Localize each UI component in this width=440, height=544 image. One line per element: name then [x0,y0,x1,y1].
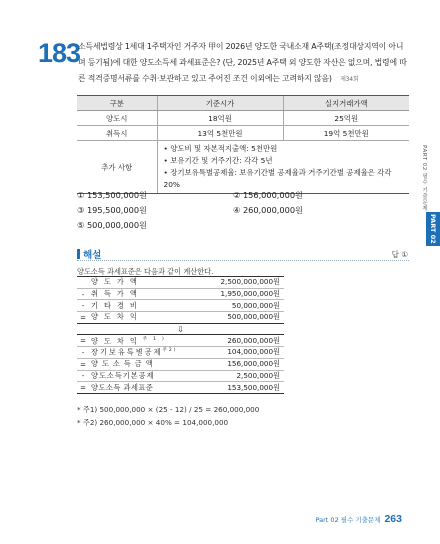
option-2[interactable]: ② 156,000,000원 [233,190,303,200]
calc-value: 50,000,000원 [203,300,284,312]
question-number: 183 [38,38,81,68]
calc-row [77,382,284,394]
calc-value: 260,000,000원 [203,335,284,347]
notes-label-line: 사항 [117,162,133,172]
calc-operator: - [77,288,89,300]
calc-operator: - [77,370,89,382]
calc-note: 주1) [142,336,170,342]
note-line: • 양도비 및 자본적지출액: 5천만원 [163,144,278,153]
calc-row [77,288,284,300]
calc-label-text: 양도차익 [91,335,143,345]
note-line: • 장기보유특별공제율: 보유기간별 공제율과 거주기간별 공제율은 각각 [163,168,392,177]
header-category: 구분 [77,96,157,111]
answer-key: 답 ① [391,250,408,259]
calc-label: 취득가액 [89,288,203,300]
calc-operator [77,277,89,289]
calc-row [77,335,284,347]
calc-value: 500,000,000원 [203,312,284,324]
calc-label-text: 장기보유특별공제 [91,347,163,357]
notes-label [77,141,157,194]
row-standard: 18억원 [157,111,283,126]
calc-label [89,335,203,347]
calc-label: 양도소득 과세표준 [89,382,203,394]
calc-label: 양도차익 [89,312,203,324]
calc-operator: - [77,300,89,312]
calc-value: 1,950,000,000원 [203,288,284,300]
header-actual-price: 실지거래가액 [283,96,409,111]
calc-operator: = [77,312,89,324]
calc-value: 104,000,000원 [203,347,284,359]
table-row [77,111,409,126]
explanation-intro: 양도소득 과세표준은 다음과 같이 계산한다. [77,267,214,276]
down-arrow-icon: ⇩ [77,323,284,335]
calc-label: 기타경비 [89,300,203,312]
page-number: 263 [384,513,402,525]
calc-label: 양도가액 [89,277,203,289]
calc-operator: = [77,358,89,370]
row-label: 취득시 [77,126,157,141]
note-line: 20% [163,180,180,189]
calc-value: 153,500,000원 [203,382,284,394]
option-1[interactable]: ① 153,500,000원 [77,190,147,200]
calc-arrow-row [77,323,284,335]
footer-text: Part 02 필수 기출문제 [315,516,381,524]
footnote-2: * 주2) 260,000,000 × 40% = 104,000,000 [77,418,229,427]
question-body: 소득세법령상 1세대 1주택자인 거주자 甲이 2026년 양도한 국내소재 A주택(조정대상지역이 아니며 등기됨)에 대한 양도소득세 과세표준은? (단, 2025년 A주택 외 양도한 자산은 없으며, 법령에 따른 적격증명서류를 수취·보관하고 있고 주어진 조건 이외에는 고려하지 않음) [78,42,407,83]
explanation-heading-text: 해설 [83,250,102,261]
calc-row [77,358,284,370]
calc-row [77,370,284,382]
note-line: • 보유기간 및 거주기간: 각각 5년 [163,156,273,165]
footnote-1: * 주1) 500,000,000 × (25 - 12) / 25 = 260,000,000 [77,405,260,414]
calc-value: 2,500,000,000원 [203,277,284,289]
side-section-label: PART 02 필수 기출문제 [421,145,427,212]
calc-value: 156,000,000원 [203,358,284,370]
question-source: 제34회 [340,76,359,83]
calc-operator: - [77,347,89,359]
given-table-header [77,96,409,111]
notes-label-line: 추가 [101,162,116,172]
notes-row [77,141,409,194]
header-standard-price: 기준시가 [157,96,283,111]
row-label: 양도시 [77,111,157,126]
row-standard: 13억 5천만원 [157,126,283,141]
calc-label: 양도소득금액 [89,358,203,370]
calc-row [77,300,284,312]
calc-label [89,347,203,359]
calc-value: 2,500,000원 [203,370,284,382]
notes-content [157,141,409,194]
calc-operator: = [77,335,89,347]
divider [77,260,409,261]
option-4[interactable]: ④ 260,000,000원 [233,205,303,215]
calc-label: 양도소득기본공제 [89,370,203,382]
option-3[interactable]: ③ 195,500,000원 [77,205,147,215]
calc-operator: = [77,382,89,394]
row-actual: 19억 5천만원 [283,126,409,141]
page-footer [315,513,402,525]
calc-row [77,347,284,359]
table-row [77,126,409,141]
row-actual: 25억원 [283,111,409,126]
heading-bar-icon [77,249,80,259]
option-5[interactable]: ⑤ 500,000,000원 [77,220,147,230]
side-part-tab[interactable]: PART 02 [426,212,440,246]
calculation-table [77,276,284,394]
calc-row [77,277,284,289]
calc-row [77,312,284,324]
given-table [77,95,409,194]
explanation-heading [77,247,101,261]
question-text [78,39,410,88]
calc-note: 주2) [162,348,178,354]
